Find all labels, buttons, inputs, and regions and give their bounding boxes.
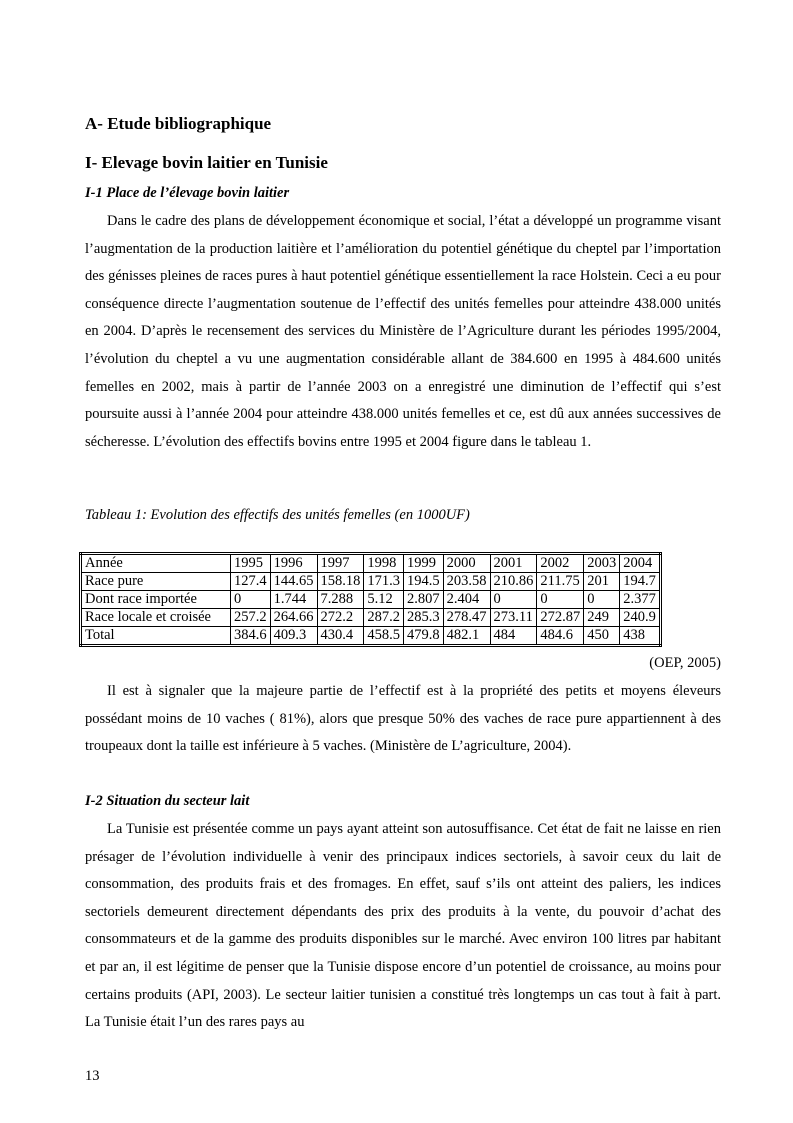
- table-cell: 2.807: [404, 591, 444, 609]
- table-row-label: Dont race importée: [81, 591, 231, 609]
- table-cell: 1998: [364, 554, 404, 573]
- table-cell: 144.65: [270, 573, 317, 591]
- paragraph-2-text: Il est à signaler que la majeure partie de l’effectif est à la propriété des petits et moyens éleveurs possédant moins de 10 vaches ( 81%), alors que presque 50% des vaches de race pure appartiennent à des troupeaux dont la taille est inférieure à 5 vaches. (Ministère de L’agriculture, 2004).: [85, 683, 721, 755]
- table-row: [81, 591, 661, 609]
- table-cell: 203.58: [443, 573, 490, 591]
- paragraph-3: [85, 816, 721, 1037]
- table-row-label: Race pure: [81, 573, 231, 591]
- table-cell: 7.288: [317, 591, 364, 609]
- table-cell: 210.86: [490, 573, 537, 591]
- subsection-heading-i2: I-2 Situation du secteur lait: [85, 793, 250, 809]
- table-cell: 0: [584, 591, 620, 609]
- table-cell: 2.404: [443, 591, 490, 609]
- table-cell: 285.3: [404, 609, 444, 627]
- table-cell: 1999: [404, 554, 444, 573]
- table-cell: 264.66: [270, 609, 317, 627]
- table-cell: 2000: [443, 554, 490, 573]
- table-cell: 5.12: [364, 591, 404, 609]
- table-cell: 2.377: [620, 591, 661, 609]
- table-cell: 249: [584, 609, 620, 627]
- table-cell: 438: [620, 627, 661, 646]
- table-source: (OEP, 2005): [649, 655, 721, 671]
- table-row: [81, 609, 661, 627]
- table-cell: 1997: [317, 554, 364, 573]
- table-cell: 272.87: [537, 609, 584, 627]
- table-cell: 0: [231, 591, 271, 609]
- table-cell: 194.5: [404, 573, 444, 591]
- table-cell: 240.9: [620, 609, 661, 627]
- table-cell: 257.2: [231, 609, 271, 627]
- section-heading-a: A- Etude bibliographique: [85, 114, 272, 133]
- table-cell: 482.1: [443, 627, 490, 646]
- table-header-row: [81, 554, 661, 573]
- table-row: [81, 573, 661, 591]
- table-cell: 2002: [537, 554, 584, 573]
- table-cell: 278.47: [443, 609, 490, 627]
- table-cell: 0: [537, 591, 584, 609]
- table-cell: 1996: [270, 554, 317, 573]
- table-cell: 484.6: [537, 627, 584, 646]
- table-cell: 1.744: [270, 591, 317, 609]
- table-row-label: Race locale et croisée: [81, 609, 231, 627]
- paragraph-2: [85, 678, 721, 761]
- table-cell: 158.18: [317, 573, 364, 591]
- paragraph-1-text: Dans le cadre des plans de développement économique et social, l’état a développé un programme visant l’augmentation de la production laitière et l’amélioration du potentiel génétique du cheptel par l’importation des génisses pleines de races pures à haut potentiel génétique essentiellement la race Holstein. Ceci a eu pour conséquence directe l’augmentation soutenue de l’effectif des unités femelles pour atteindre 438.000 unités en 2004. D’après le recensement des services du Ministère de l’Agriculture durant les périodes 1995/2004, l’évolution du cheptel a vu une augmentation considérable allant de 384.600 en 1995 à 484.600 unités femelles en 2002, mais à partir de l’année 2003 on a enregistré une diminution de l’effectif qui s’est poursuite aussi à l’année 2004 pour atteindre 438.000 unités femelles et ce, est dû aux années successives de sécheresse. L’évolution des effectifs bovins entre 1995 et 2004 figure dans le tableau 1.: [85, 213, 721, 450]
- table-caption: Tableau 1: Evolution des effectifs des unités femelles (en 1000UF): [85, 507, 470, 523]
- table-cell: 2001: [490, 554, 537, 573]
- table-cell: 430.4: [317, 627, 364, 646]
- table-row-label: Année: [81, 554, 231, 573]
- table-cell: 211.75: [537, 573, 584, 591]
- table-cell: 1995: [231, 554, 271, 573]
- table-cell: 273.11: [490, 609, 537, 627]
- table-cell: 0: [490, 591, 537, 609]
- table-cell: 2004: [620, 554, 661, 573]
- table-cell: 287.2: [364, 609, 404, 627]
- table-cell: 479.8: [404, 627, 444, 646]
- table-cell: 127.4: [231, 573, 271, 591]
- table-cell: 450: [584, 627, 620, 646]
- table-cell: 458.5: [364, 627, 404, 646]
- page-number: 13: [85, 1068, 100, 1084]
- paragraph-3-text: La Tunisie est présentée comme un pays ayant atteint son autosuffisance. Cet état de fait ne laisse en rien présager de l’évolution individuelle à venir des principaux indices sectoriels, à savoir ceux du lait de consommation, des produits frais et des fromages. En effet, sauf s’ils ont atteint des paliers, les indices sectoriels demeurent directement dépendants des prix des produits à la vente, du pouvoir d’achat des consommateurs et de la gamme des produits disponibles sur le marché. Avec environ 100 litres par habitant et par an, il est légitime de penser que la Tunisie dispose encore d’un potentiel de croissance, au moins pour certains produits (API, 2003). Le secteur laitier tunisien a constitué très longtemps un cas tout à fait à part. La Tunisie était l’un des rares pays au: [85, 821, 721, 1031]
- table-cell: 384.6: [231, 627, 271, 646]
- table-cell: 171.3: [364, 573, 404, 591]
- table-row: [81, 627, 661, 646]
- table-cell: 409.3: [270, 627, 317, 646]
- subsection-heading-i1: I-1 Place de l’élevage bovin laitier: [85, 185, 290, 201]
- table-cell: 201: [584, 573, 620, 591]
- table-cell: 272.2: [317, 609, 364, 627]
- effectifs-table: [79, 552, 662, 647]
- table-cell: 194.7: [620, 573, 661, 591]
- table-cell: 2003: [584, 554, 620, 573]
- paragraph-1: [85, 208, 721, 456]
- table-row-label: Total: [81, 627, 231, 646]
- section-heading-i: I- Elevage bovin laitier en Tunisie: [85, 153, 328, 172]
- table-cell: 484: [490, 627, 537, 646]
